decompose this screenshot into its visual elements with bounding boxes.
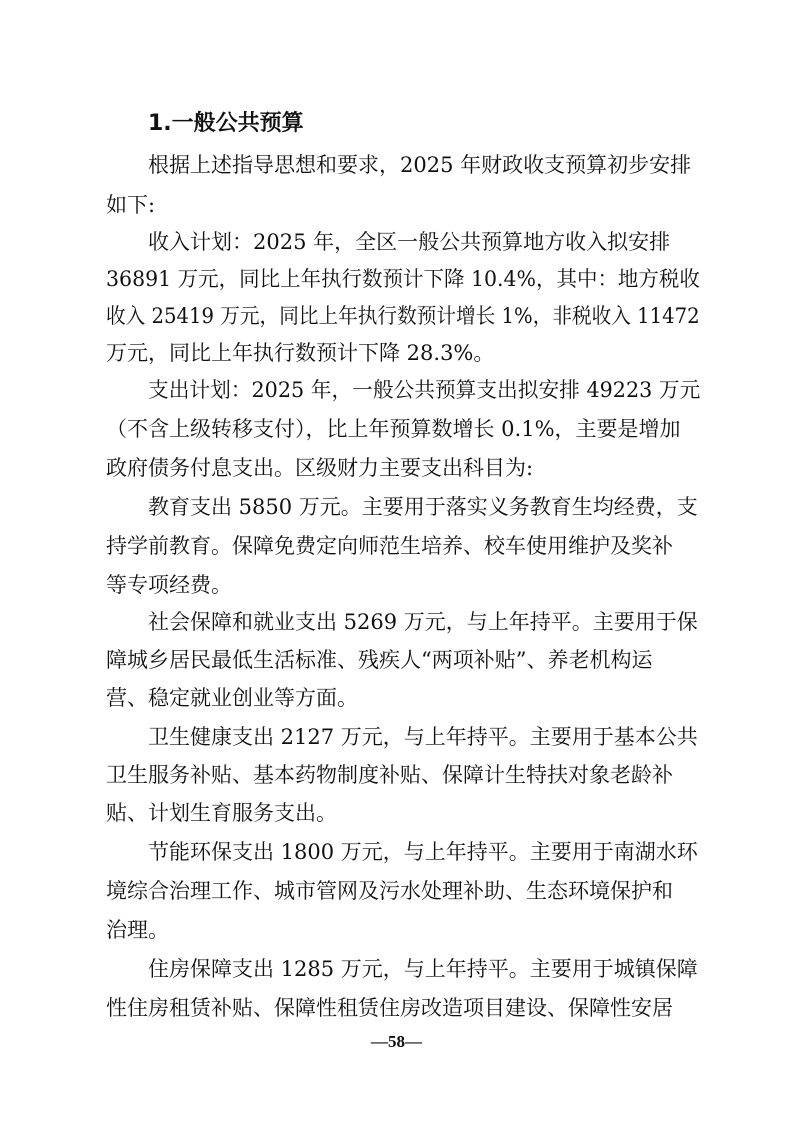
text-line: 万元，同比上年执行数预计下降 28.3%。 [106, 341, 495, 365]
text-line: 住房保障支出 1285 万元，与上年持平。主要用于城镇保障 [148, 957, 698, 981]
text-line: 性住房租赁补贴、保障性租赁住房改造项目建设、保障性安居 [106, 996, 673, 1020]
text-line: 障城乡居民最低生活标准、残疾人“两项补贴”、养老机构运 [106, 648, 653, 672]
text-line: 收入 25419 万元，同比上年执行数预计增长 1%，非税收入 11472 [106, 304, 700, 328]
text-line: 政府债务付息支出。区级财力主要支出科目为: [106, 456, 534, 480]
text-line: 教育支出 5850 万元。主要用于落实义务教育生均经费，支 [148, 495, 698, 519]
text-line: 卫生服务补贴、基本药物制度补贴、保障计生特扶对象老龄补 [106, 763, 673, 787]
text-line: 卫生健康支出 2127 万元，与上年持平。主要用于基本公共 [148, 725, 698, 749]
section-heading: 1.一般公共预算 [148, 111, 304, 136]
text-line: （不含上级转移支付），比上年预算数增长 0.1%，主要是增加 [106, 417, 681, 441]
text-line: 境综合治理工作、城市管网及污水处理补助、生态环境保护和 [106, 879, 673, 903]
text-line: 节能环保支出 1800 万元，与上年持平。主要用于南湖水环 [148, 840, 698, 864]
text-line: 如下: [106, 193, 156, 217]
text-line: 36891 万元，同比上年执行数预计下降 10.4%，其中：地方税收 [106, 267, 700, 291]
text-line: 治理。 [106, 918, 169, 942]
text-line: 等专项经费。 [106, 573, 232, 597]
text-line: 收入计划：2025 年，全区一般公共预算地方收入拟安排 [148, 230, 671, 254]
text-line: 营、稳定就业创业等方面。 [106, 686, 358, 710]
text-line: 支出计划：2025 年，一般公共预算支出拟安排 49223 万元 [148, 378, 701, 402]
text-line: 贴、计划生育服务支出。 [106, 801, 337, 825]
text-line: 持学前教育。保障免费定向师范生培养、校车使用维护及奖补 [106, 534, 673, 558]
text-line: 根据上述指导思想和要求，2025 年财政收支预算初步安排 [148, 153, 692, 177]
page-number: —58— [371, 1032, 422, 1051]
text-line: 社会保障和就业支出 5269 万元，与上年持平。主要用于保 [148, 610, 698, 634]
